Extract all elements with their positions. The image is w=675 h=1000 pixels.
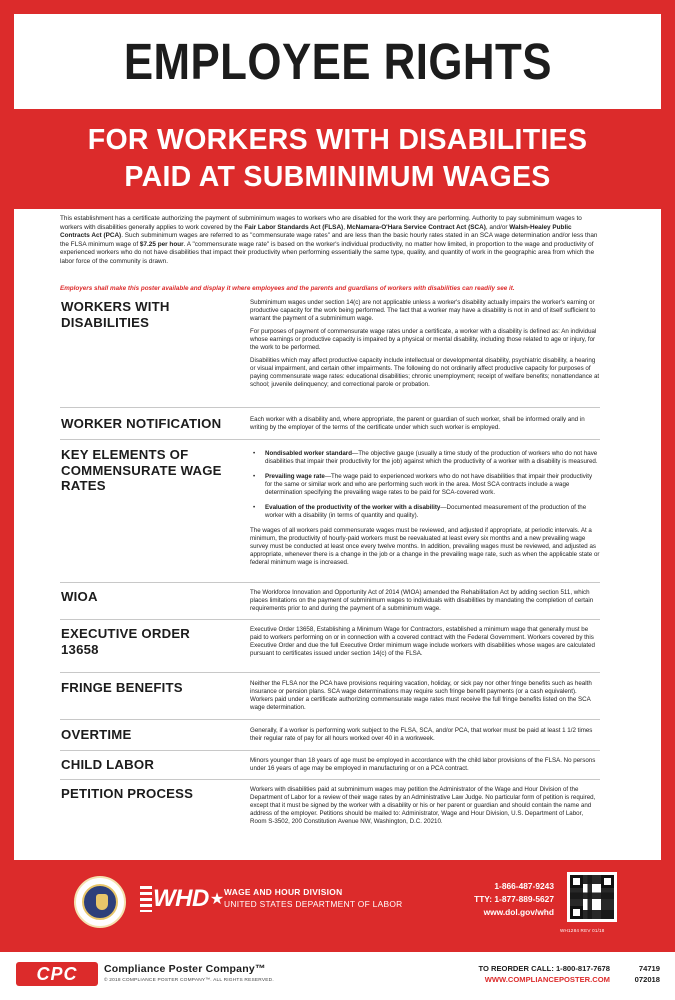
- bullet-icon: •: [253, 450, 256, 457]
- paragraph: Neither the FLSA nor the PCA have provisions requiring vacation, holiday, or sick pay nor other fringe benefits such as health insurance or pension plans. SCA wage determinations may require such fringe benefit payments (or a cash equivalent). Workers paid under a certificate authorizing commensurate wage rates must receive the full fringe benefits listed on the SCA wage determination.: [250, 680, 592, 711]
- qr-finder: [570, 875, 583, 888]
- section-label: OVERTIME: [61, 727, 132, 742]
- divider: [60, 407, 600, 408]
- website-link[interactable]: www.dol.gov/whd: [483, 907, 554, 917]
- list-item: [250, 450, 600, 466]
- divider: [60, 619, 600, 620]
- section-body: [250, 786, 600, 831]
- divider: [60, 750, 600, 751]
- whd-logo-text: WHD: [153, 885, 209, 912]
- intro-paragraph: [60, 215, 600, 267]
- bullet-heading: Evaluation of the productivity of the worker with a disability: [265, 504, 441, 511]
- display-notice: Employers shall make this poster available and display it where employees and the parents and guardians of workers with disabilities can readily see it.: [60, 285, 515, 292]
- bullet-icon: •: [253, 473, 256, 480]
- section-label: CHILD LABOR: [61, 757, 155, 772]
- act-pca: Walsh-Healey Public Contracts Act (PCA): [60, 223, 572, 240]
- agency-division: WAGE AND HOUR DIVISION: [224, 887, 343, 897]
- bullet-heading: Nondisabled worker standard: [265, 450, 352, 457]
- subtitle-banner: [14, 109, 661, 209]
- section-body: [250, 626, 600, 663]
- bullet-icon: •: [253, 504, 256, 511]
- publisher-website[interactable]: WWW.COMPLIANCEPOSTER.COM: [484, 975, 610, 984]
- page-title: EMPLOYEE RIGHTS: [123, 33, 552, 90]
- paragraph: The wages of all workers paid commensurate wages must be reviewed, and adjusted if appropriate, at periodic intervals. At a minimum, the productivity of hourly-paid workers must be reevaluated at least every six months and a new prevailing wage survey must be conducted at least once every twelve months. In addition, prevailing wages must be reviewed, and adjusted as appropriate, whenever there is a change in the job or a change in the prevailing wage rate, such as when the applicable state or federal minimum wage is increased.: [250, 527, 600, 566]
- product-number: 74719: [638, 964, 660, 973]
- star-icon: ★: [209, 891, 225, 908]
- paragraph: Disabilities which may affect productive capacity include intellectual or developmental disability, psychiatric disability, a hearing or visual impairment, and certain other impairments. The following do not ordinarily affect productive capacity for purposes of paying commensurate wage rates: educational disabilities; chronic unemployment; receipt of welfare benefits; nonattendance at school; juvenile delinquency; and correctional parole or probation.: [250, 357, 600, 388]
- intro-text-2: . Such subminimum wages are referred to as "commensurate wage rates" and are less than the basic hourly rates stated in an SCA wage determination and/or less than the FLSA minimum wage of: [60, 232, 598, 248]
- reorder-phone: TO REORDER CALL: 1-800-817-7678: [478, 964, 610, 973]
- subtitle-line-2: PAID AT SUBMINIMUM WAGES: [124, 161, 551, 193]
- section-label: PETITION PROCESS: [61, 786, 194, 801]
- cpc-logo-icon: CPC: [16, 962, 98, 986]
- intro-text-1: This establishment has a certificate authorizing the payment of subminimum wages to workers who are disabled for the work they are performing. Authority to pay subminimum wages to workers with disabilities generally applies to work covered by the: [60, 215, 582, 231]
- intro-sep-2: , and/or: [485, 223, 510, 231]
- section-body: [250, 589, 600, 618]
- publisher-name: Compliance Poster Company™: [104, 963, 266, 975]
- bullet-text: —The wage paid to experienced workers who do not have disabilities that impair their productivity for the same or similar work and who are performing such work in the area. Most SCA contracts include a wage determination specifying the prevailing wage rates to be paid for SCA-covered work.: [265, 473, 593, 496]
- qr-finder: [570, 906, 583, 919]
- section-label: KEY ELEMENTS OF COMMENSURATE WAGE RATES: [61, 447, 222, 493]
- agency-name: [224, 886, 403, 910]
- whd-logo-icon: [140, 884, 224, 914]
- title-banner: [14, 14, 661, 109]
- act-flsa: Fair Labor Standards Act (FLSA): [244, 223, 344, 231]
- qr-code-icon[interactable]: [567, 872, 617, 922]
- subtitle-line-1: FOR WORKERS WITH DISABILITIES: [87, 124, 588, 156]
- copyright: © 2018 COMPLIANCE POSTER COMPANY™. ALL RIGHTS RESERVED.: [104, 978, 274, 983]
- paragraph: Executive Order 13658, Establishing a Minimum Wage for Contractors, established a minimum wage that generally must be paid to workers performing on or in connection with a covered contract with the Federal Government. Workers covered by this Executive Order and due the full Executive Order minimum wage include workers with disabilities whose wages are calculated pursuant to certificates issued under section 14(c) of the FLSA.: [250, 626, 595, 657]
- contact-info: [404, 880, 554, 919]
- section-body: [250, 757, 600, 778]
- paragraph: Workers with disabilities paid at subminimum wages may petition the Administrator of the Wage and Hour Division of the Department of Labor for a review of their wage rates by an Administrative Law Judge. No particular form of petition is required, except that it must be signed by the worker with a disability or his or her parent or guardian and should contain the name and address of the employer. Petitions should be mailed to: Administrator, Wage and Hour Division, U.S. Department of Labor, Room S-3502, 200 Constitution Avenue NW, Washington, D.C. 20210.: [250, 786, 596, 825]
- dol-seal-icon: [74, 876, 126, 928]
- seal-center: [82, 884, 118, 920]
- section-body: [250, 727, 600, 748]
- phone-number: 1-866-487-9243: [494, 881, 554, 891]
- divider: [60, 779, 600, 780]
- paragraph: For purposes of payment of commensurate wage rates under a certificate, a worker with a disability is defined as: An individual whose earnings or productive capacity is impaired by a physical or mental disability, including those related to age or injury, for the work to be performed.: [250, 328, 597, 351]
- agency-footer: [14, 860, 661, 952]
- section-body: [250, 416, 600, 437]
- bullet-heading: Prevailing wage rate: [265, 473, 325, 480]
- publisher-bar: [0, 952, 675, 1000]
- product-codes: [616, 963, 660, 985]
- paragraph: Minors younger than 18 years of age must be employed in accordance with the child labor provisions of the FLSA. No persons under 16 years of age may be employed in manufacturing or on a PCA contract.: [250, 757, 596, 772]
- flag-stripes-icon: [140, 886, 152, 912]
- section-label: FRINGE BENEFITS: [61, 680, 183, 695]
- section-body: [250, 447, 600, 572]
- tty-number: TTY: 1-877-889-5627: [474, 894, 554, 904]
- list-item: [250, 504, 600, 520]
- divider: [60, 719, 600, 720]
- act-sca: McNamara-O'Hara Service Contract Act (SCA): [346, 223, 486, 231]
- section-body: [250, 299, 600, 394]
- revision-date: 072018: [634, 975, 660, 984]
- eagle-icon: [96, 894, 108, 910]
- bullet-text: —Documented measurement of the production of the worker with a disability (in terms of quantity and quality).: [265, 504, 587, 519]
- section-body: [250, 680, 600, 717]
- section-label: EXECUTIVE ORDER 13658: [61, 626, 191, 657]
- intro-text-3: . A "commensurate wage rate" is based on the worker's individual productivity, no matter how limited, in proportion to the wage and productivity of experienced workers who do not have disabilities that impact their productivity when performing essentially the same type, quality, and quantity of work in the geographic area from which the labor force of the community is drawn.: [60, 240, 595, 265]
- reorder-info: [450, 963, 610, 985]
- divider: [60, 582, 600, 583]
- section-label: WORKERS WITH DISABILITIES: [61, 299, 170, 330]
- paragraph: Subminimum wages under section 14(c) are not applicable unless a worker's disability actually impairs the worker's earning or productive capacity for the work being performed. The fact that a worker may have a disability is not in and of itself sufficient to warrant the payment of a subminimum wage.: [250, 299, 596, 322]
- section-label: WIOA: [61, 589, 98, 604]
- agency-department: UNITED STATES DEPARTMENT OF LABOR: [224, 899, 403, 909]
- bullet-text: —The objective gauge (usually a time study of the production of workers who do not have disabilities that impair their productivity for the job) against which the productivity of a worker with a disability is measured.: [265, 450, 598, 465]
- list-item: [250, 473, 600, 497]
- intro-sep-1: ,: [343, 223, 347, 231]
- section-label: WORKER NOTIFICATION: [61, 416, 222, 431]
- key-elements-list: [250, 450, 600, 520]
- divider: [60, 439, 600, 440]
- qr-finder: [601, 875, 614, 888]
- paragraph: Generally, if a worker is performing work subject to the FLSA, SCA, and/or PCA, that worker must be paid at least 1 1/2 times their regular rate of pay for all hours worked over 40 in a workweek.: [250, 727, 593, 742]
- minimum-wage: $7.25 per hour: [139, 240, 184, 248]
- paragraph: The Workforce Innovation and Opportunity Act of 2014 (WIOA) amended the Rehabilitation Act by adding section 511, which places limitations on the payment of subminimum wages to individuals with disabilities by mandating the completion of certain requirements prior to and during the payment of a subminimum wage.: [250, 589, 594, 612]
- divider: [60, 672, 600, 673]
- form-code: WH1284 REV 01/18: [560, 928, 605, 933]
- paragraph: Each worker with a disability and, where appropriate, the parent or guardian of such worker, shall be informed orally and in writing by the employer of the terms of the certificate under which such worker is employed.: [250, 416, 585, 431]
